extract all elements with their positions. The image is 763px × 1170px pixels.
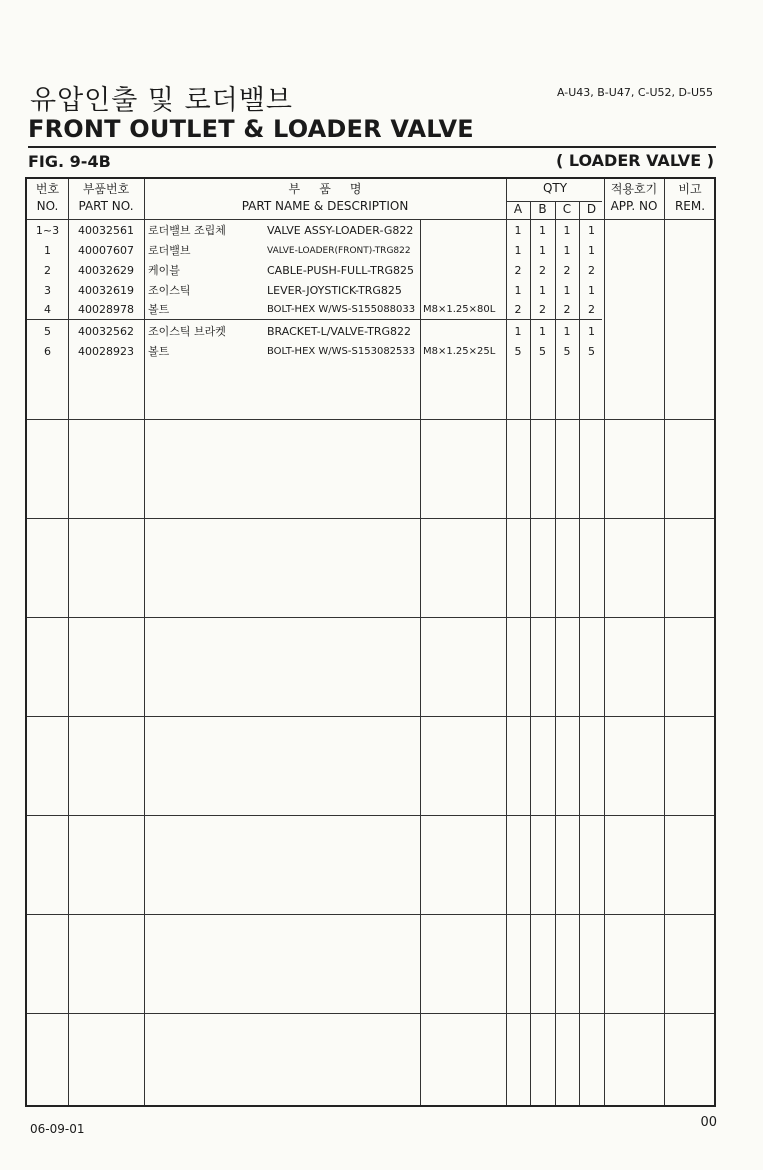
header-name-ko: 부 품 명	[288, 182, 362, 196]
column-divider	[144, 179, 145, 1105]
header-part-no-ko: 부품번호	[82, 182, 130, 196]
spec-column-divider	[420, 219, 421, 1105]
row-name-en: CABLE-PUSH-FULL-TRG825	[267, 264, 414, 277]
header-qty-c: C	[562, 202, 572, 216]
row-no: 2	[44, 264, 51, 277]
row-name-ko: 볼트	[148, 303, 170, 316]
row-qty-a: 1	[514, 284, 522, 297]
row-block-divider	[27, 617, 714, 618]
row-qty-d: 5	[588, 345, 595, 358]
row-block-divider	[27, 716, 714, 717]
row-part-no: 40032561	[78, 224, 134, 237]
row-qty-c: 1	[563, 284, 571, 297]
header-no-en: NO.	[36, 199, 59, 213]
row-name-en: LEVER-JOYSTICK-TRG825	[267, 284, 402, 297]
row-part-no: 40007607	[78, 244, 134, 257]
row-qty-d: 1	[588, 284, 595, 297]
row-name-en: BRACKET-L/VALVE-TRG822	[267, 325, 412, 338]
row-no: 5	[44, 325, 51, 338]
row-qty-b: 1	[539, 224, 546, 237]
row-qty-a: 1	[514, 224, 522, 237]
row-name-ko: 로더밸브	[148, 244, 191, 257]
row-name-ko: 로더밸브 조립체	[148, 224, 226, 237]
row-name-en: VALVE-LOADER(FRONT)-TRG822	[267, 246, 411, 256]
model-codes: A-U43, B-U47, C-U52, D-U55	[556, 86, 713, 99]
header-no-ko: 번호	[35, 182, 60, 196]
column-divider	[604, 179, 605, 1105]
row-name-ko: 조이스틱	[148, 284, 191, 297]
row-part-no: 40032619	[78, 284, 134, 297]
row-part-no: 40032629	[78, 264, 134, 277]
row-qty-a: 2	[514, 264, 522, 277]
row-qty-d: 1	[588, 325, 595, 338]
row-qty-c: 1	[563, 224, 571, 237]
row-qty-a: 2	[514, 303, 522, 316]
row-qty-d: 2	[588, 303, 595, 316]
row-name-en: BOLT-HEX W/WS-S153082533	[267, 346, 416, 357]
parts-table	[25, 177, 716, 1107]
row-part-no: 40028978	[78, 303, 134, 316]
row-qty-b: 1	[539, 284, 546, 297]
header-rem-ko: 비고	[678, 182, 702, 196]
row-block-divider	[27, 815, 714, 816]
row-qty-b: 2	[539, 303, 546, 316]
row-no: 6	[44, 345, 51, 358]
header-bottom-line	[27, 219, 714, 220]
row-part-no: 40032562	[78, 325, 134, 338]
row-name-ko: 조이스틱 브라켓	[148, 325, 226, 338]
row-name-en: VALVE ASSY-LOADER-G822	[267, 224, 414, 237]
column-divider	[664, 179, 665, 1105]
header-part-no-en: PART NO.	[78, 199, 134, 213]
row-block-divider	[27, 914, 714, 915]
page-number: 00	[700, 1115, 717, 1130]
header-qty-a: A	[513, 202, 523, 216]
row-block-divider	[27, 419, 714, 420]
row-qty-b: 1	[539, 244, 546, 257]
footer-date: 06-09-01	[30, 1122, 85, 1136]
section-label: ( LOADER VALVE )	[555, 151, 714, 170]
row-name-ko: 볼트	[148, 345, 170, 358]
row-no: 1	[44, 244, 51, 257]
header-qty-d: D	[586, 202, 597, 216]
row-qty-c: 5	[563, 345, 571, 358]
header-rem-en: REM.	[674, 199, 706, 213]
figure-label: FIG. 9-4B	[28, 152, 111, 171]
title-divider	[28, 146, 716, 148]
row-no: 1~3	[35, 224, 60, 237]
row-spec: M8×1.25×25L	[423, 346, 496, 357]
row-qty-a: 1	[514, 325, 522, 338]
row-part-no: 40028923	[78, 345, 134, 358]
row-qty-c: 2	[563, 303, 571, 316]
row-qty-a: 1	[514, 244, 522, 257]
row-qty-a: 5	[514, 345, 522, 358]
row-name-en: BOLT-HEX W/WS-S155088033	[267, 304, 416, 315]
header-qty: QTY	[542, 181, 568, 195]
header-qty-b: B	[538, 202, 547, 216]
header-app-ko: 적용호기	[610, 182, 658, 196]
row-no: 4	[44, 303, 51, 316]
row-qty-d: 1	[588, 224, 595, 237]
page-title-korean: 유압인출 및 로더밸브	[30, 85, 293, 116]
row-qty-b: 5	[539, 345, 546, 358]
header-name-en: PART NAME & DESCRIPTION	[241, 199, 409, 213]
row-qty-c: 2	[563, 264, 571, 277]
header-app-en: APP. NO	[610, 199, 658, 213]
row-qty-c: 1	[563, 244, 571, 257]
row-block-divider	[27, 518, 714, 519]
row-qty-b: 1	[539, 325, 546, 338]
page-title-english: FRONT OUTLET & LOADER VALVE	[28, 115, 474, 143]
row-no: 3	[44, 284, 51, 297]
row-qty-c: 1	[563, 325, 571, 338]
row-block-divider	[27, 1013, 714, 1014]
row-qty-b: 2	[539, 264, 546, 277]
row-qty-d: 1	[588, 244, 595, 257]
row-spec: M8×1.25×80L	[423, 304, 496, 315]
row-qty-d: 2	[588, 264, 595, 277]
row-name-ko: 케이블	[148, 264, 180, 277]
